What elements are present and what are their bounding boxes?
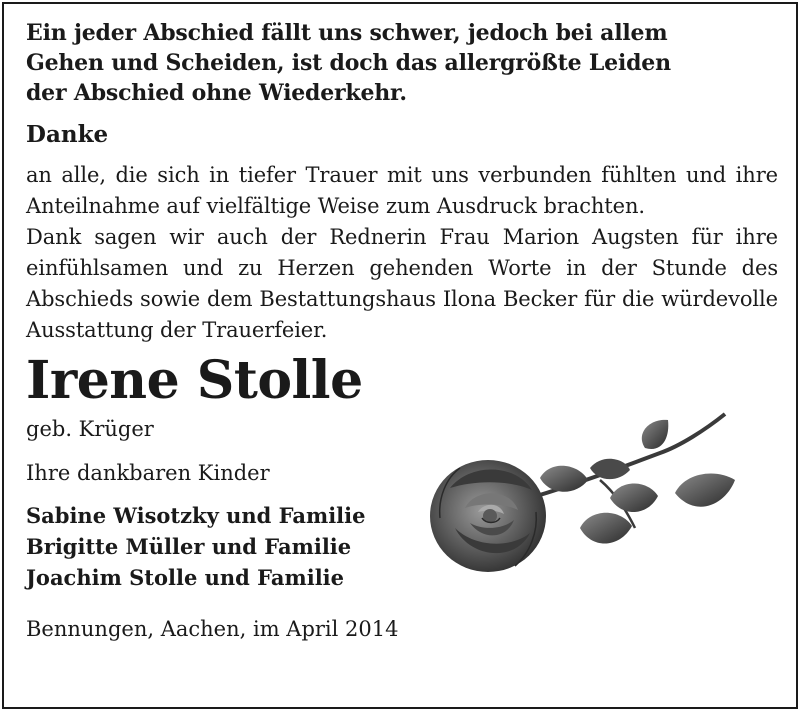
quote-line: der Abschied ohne Wiederkehr. — [26, 80, 407, 106]
birth-name: geb. Krüger — [26, 417, 154, 441]
family-entry: Sabine Wisotzky und Familie — [26, 503, 366, 528]
thanks-paragraph: Dank sagen wir auch der Rednerin Frau Marion Augsten für ihre einfühlsamen und zu Herzen gehenden Worte in der Stunde des Abschieds sowie dem Bestattungshaus Ilona Becker für die würdevolle Ausstattung der Trauerfeier. — [26, 225, 778, 342]
place-date: Bennungen, Aachen, im April 2014 — [26, 617, 399, 641]
quote-line: Gehen und Scheiden, ist doch das allergrößte Leiden — [26, 50, 671, 76]
quote-line: Ein jeder Abschied fällt uns schwer, jedoch bei allem — [26, 20, 668, 46]
thanks-paragraph: an alle, die sich in tiefer Trauer mit uns verbunden fühlten und ihre Anteilnahme auf vielfältige Weise zum Ausdruck brachten. — [26, 163, 778, 218]
family-entry: Brigitte Müller und Familie — [26, 534, 352, 559]
deceased-name: Irene Stolle — [26, 350, 363, 411]
family-entry: Joachim Stolle und Familie — [26, 565, 345, 590]
thanks-heading: Danke — [26, 121, 109, 148]
rose-icon — [420, 408, 740, 588]
children-intro: Ihre dankbaren Kinder — [26, 461, 270, 485]
poem-quote — [26, 18, 778, 108]
